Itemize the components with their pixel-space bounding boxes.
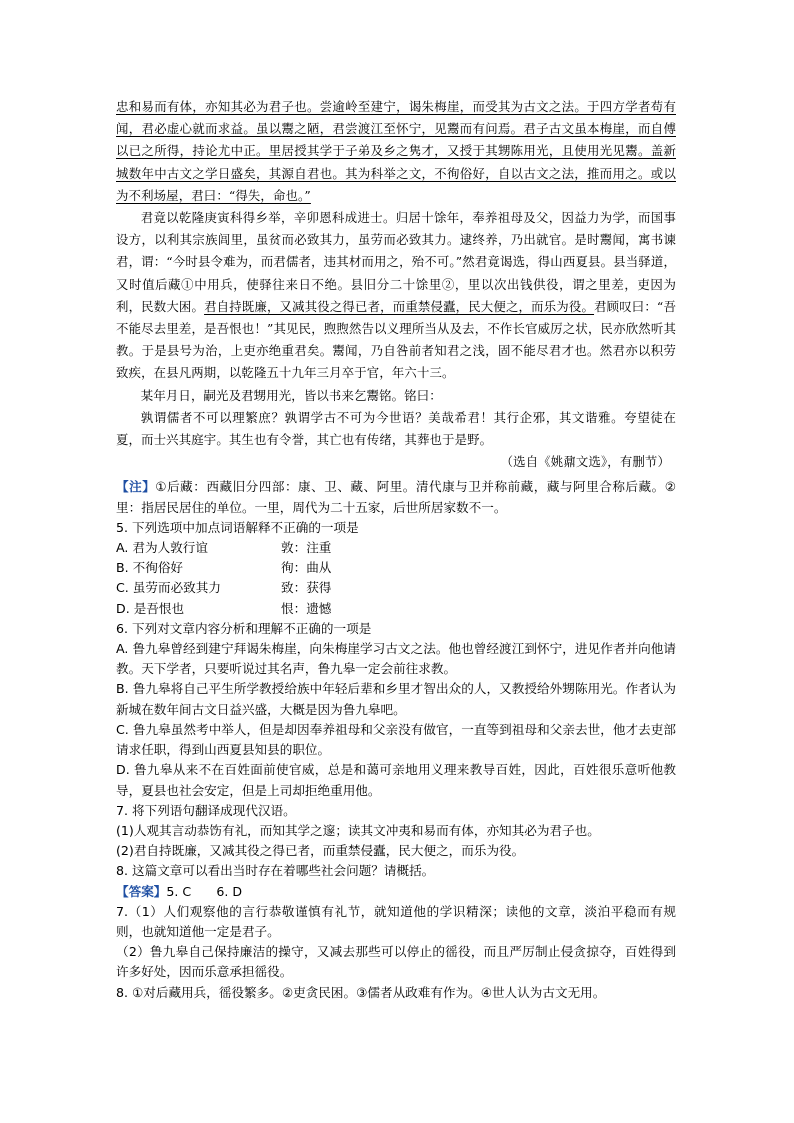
- option-text: D. 是吾恨也: [116, 600, 185, 616]
- question-6-option-b: B. 鲁九皋将自己平生所学教授给族中年轻后辈和乡里才智出众的人，又教授给外甥陈用光。作者认为新城在数年间古文日益兴盛，大概是因为鲁九皋吧。: [116, 681, 676, 717]
- passage-paragraph-2-rest: 君顾叹曰：“吾不能尽去里差，是吾恨也！”其见民，煦煦然告以义理所当从及去，不作长官威厉之状，民亦欣然听其教。于是县号为治，上吏亦绝重君矣。鬻闻，乃自咎前者知君之浅，固不能尽君才也。然君亦以积劳致疾，在县凡两期，以乾隆五十九年三月卒于官，年六十三。: [116, 298, 676, 381]
- question-6-option-d: D. 鲁九皋从来不在百姓面前使官威，总是和蔼可亲地用义理来教导百姓，因此，百姓很乐意听他教导，夏县也社会安定，但是上司却拒绝重用他。: [116, 762, 676, 798]
- passage-paragraph-2: [116, 207, 676, 385]
- option-text: B. 不徇俗好: [116, 560, 184, 576]
- answer-7-1: 7.（1）人们观察他的言行恭敬谨慎有礼节，就知道他的学识精深；读他的文章，淡泊平稳而有规则，也就知道他一定是君子。: [116, 903, 676, 939]
- note: [116, 477, 676, 517]
- passage-paragraph-3: 某年月日，嗣光及君甥用光，皆以书来乞鬻铭。铭曰：: [140, 387, 442, 403]
- question-7-sentence-1: (1)人观其言动恭饬有礼，而知其学之邃；读其文冲夷和易而有体，亦知其必为君子也。: [116, 822, 600, 838]
- question-7-stem: 7. 将下列语句翻译成现代汉语。: [116, 802, 296, 818]
- note-tag: 【注】: [116, 479, 156, 495]
- option-text: A. 君为人敦行谊: [116, 540, 208, 556]
- option-gloss: 敦：注重: [281, 540, 332, 556]
- answer-choice-text: 5. C 6. D: [166, 883, 243, 899]
- question-6-stem: 6. 下列对文章内容分析和理解不正确的一项是: [116, 620, 372, 636]
- answer-7-2: （2）鲁九皋自己保持廉洁的操守，又减去那些可以停止的徭役，而且严厉制止侵贪掠夺，百姓得到许多好处，因而乐意承担徭役。: [116, 944, 676, 980]
- question-6-option-c: C. 鲁九皋虽然考中举人，但是却因奉养祖母和父亲没有做官，一直等到祖母和父亲去世，他才去吏部请求任职，得到山西夏县知县的职位。: [116, 721, 676, 758]
- answer-tag: 【答案】: [116, 883, 167, 899]
- passage-paragraph-1: 忠和易而有体，亦知其必为君子也。尝逾岭至建宁，谒朱梅崖，而受其为古文之法。于四方学者苟有闻，君必虚心就而求益。虽以鬻之陋，君尝渡江至怀宁，见鬻而有问焉。君子古文虽本梅崖，而自傅以已之所得，持论尤中正。里居授其学于子弟及乡之隽才，又授于其甥陈用光，且使用光见鬻。盖新城数年中古文之学日盛矣，其源自君也。其为科举之文，不徇俗好，自以古文之法，推而用之。或以为不利场屋，君曰：“得失，命也。”: [116, 99, 676, 203]
- answer-8: 8. ①对后藏用兵，徭役繁多。②吏贪民困。③儒者从政难有作为。④世人认为古文无用。: [116, 984, 606, 1000]
- question-5-option-c: [116, 578, 676, 598]
- question-7-sentence-2: (2)君自持既廉，又减其役之得已者，而重禁侵蠹，民大便之，而乐为役。: [116, 843, 525, 859]
- passage-source: （选自《姚鼐文选》，有删节）: [500, 454, 670, 470]
- question-8-stem: 8. 这篇文章可以看出当时存在着哪些社会问题？请概括。: [116, 863, 435, 879]
- question-5-option-a: [116, 538, 676, 558]
- option-text: C. 虽劳而必致其力: [116, 580, 221, 596]
- underlined-sentence: 君自持既廉，又减其役之得已者，而重禁侵蠹，民大便之，而乐为役。: [204, 298, 595, 314]
- document-page: [116, 96, 676, 1003]
- answer-choices: [116, 882, 676, 902]
- question-5-option-d: [116, 599, 676, 619]
- question-5-stem: 5. 下列选项中加点词语解释不正确的一项是: [116, 519, 359, 535]
- passage-inscription: 孰谓儒者不可以理繁庶？孰谓学古不可为今世语？美哉希君！其行企邪，其文谐雅。夸望徒在夏，而士兴其庭宇。其生也有令誉，其亡也有传绪，其葬也于是野。: [116, 409, 676, 448]
- option-gloss: 恨：遗憾: [281, 600, 332, 616]
- questions-section: [116, 477, 676, 1002]
- option-gloss: 致：获得: [281, 580, 332, 596]
- note-text: ①后藏：西藏旧分四部：康、卫、藏、阿里。清代康与卫并称前藏，藏与阿里合称后藏。②里：指居民居住的单位。一里，周代为二十五家，后世所居家数不一。: [116, 479, 676, 515]
- passage-paragraph-2-text: 君竟以乾隆庚寅科得乡举，辛卯恩科成进士。归居十馀年，奉养祖母及父，因益力为学，而国事设方，以利其宗族闾里，虽贫而必致其力，虽劳而必致其力。逮终养，乃出就官。是时鬻闻，寓书谏君，谓：“今时县令难为，而君儒者，违其材而用之，殆不可。”然君竟谒选，得山西夏县。县当驿道，又时值后藏①中用兵，使驿往来日不绝。县旧分二十馀里②，里以次出钱供役，谓之里差，吏因为利，民数大困。: [116, 210, 676, 314]
- option-gloss: 徇：曲从: [281, 560, 332, 576]
- question-6-option-a: A. 鲁九皋曾经到建宁拜谒朱梅崖，向朱梅崖学习古文之法。他也曾经渡江到怀宁，进见作者并向他请教。天下学者，只要听说过其名声，鲁九皋一定会前往求教。: [116, 641, 676, 677]
- question-5-option-b: [116, 558, 676, 578]
- classical-passage: [116, 96, 676, 473]
